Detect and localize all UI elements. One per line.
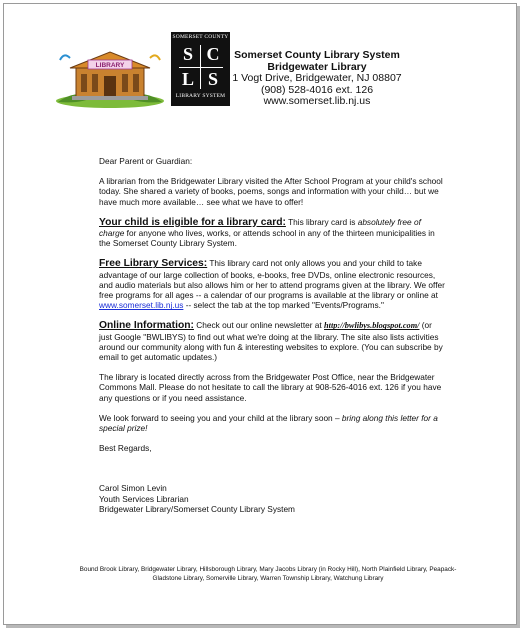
seal-letter-grid	[176, 42, 226, 92]
services-heading: Free Library Services:	[99, 258, 208, 270]
signer-name: Carol Simon Levin	[99, 483, 167, 494]
signer-title: Youth Services Librarian	[99, 493, 189, 504]
regards: Best Regards,	[99, 443, 152, 454]
closing-emphasis: bring along this letter for a special prize!	[99, 412, 438, 434]
seal-letter: C	[206, 44, 220, 64]
location-paragraph: The library is located directly across from the Bridgewater Post Office, near the Bridgewater Commons Mall. Please do not hesitate to call the library at 908-526-4016 ext. 126 if you have any questions or if you need assistance.	[99, 372, 442, 403]
branch-name: Bridgewater Library	[267, 60, 367, 73]
seal-letter: L	[181, 69, 194, 89]
online-paragraph	[99, 320, 445, 362]
online-text-end: (or just Google "BWLIBYS) to find out what we're doing at the library. The site also lists activities around our community along with fun & interesting websites to explore. (You can subscribe by email to get automatic updates.)	[99, 320, 443, 363]
eligibility-heading: Your child is eligible for a library card:	[99, 216, 286, 228]
eligibility-text-end: for anyone who lives, works, or attends school in any of the thirteen municipalities in the Somerset County Library System.	[99, 228, 435, 249]
salutation: Dear Parent or Guardian:	[99, 156, 193, 166]
org-name: Somerset County Library System	[234, 49, 400, 61]
eligibility-emphasis: absolutely free of charge	[99, 216, 421, 239]
services-text-end: -- select the tab at the top marked "Events/Programs."	[183, 300, 384, 311]
blog-link[interactable]: http://bwlibys.blogspot.com/	[324, 321, 420, 331]
seal-letter: S	[207, 69, 218, 89]
seal-bottom-text: LIBRARY SYSTEM	[175, 93, 226, 99]
scls-seal-logo	[171, 32, 230, 106]
seal-letter: S	[182, 44, 193, 64]
library-website-link[interactable]: www.somerset.lib.nj.us	[99, 300, 184, 311]
signature-block	[99, 483, 445, 514]
letter-body	[99, 156, 445, 515]
intro-paragraph: A librarian from the Bridgewater Library visited the After School Program at your child's school today. She shared a variety of books, poems, songs and information with your child… but we have much more available… see what we have to offer!	[99, 176, 443, 207]
phone: (908) 528-4016 ext. 126	[260, 83, 374, 96]
online-heading: Online Information:	[99, 320, 194, 332]
letter-page	[3, 3, 517, 625]
website: www.somerset.lib.nj.us	[263, 95, 371, 107]
eligibility-paragraph	[99, 217, 445, 249]
services-text: This library card not only allows you and your child to take advantage of our large collection of books, e-books, free DVDs, online electronic resources, and audio materials but also allows him or her to attend programs given at the library. We offer free programs for all ages -- a calendar of our programs is available at the library or online at	[99, 258, 445, 301]
closing-text: We look forward to seeing you and your child at the library soon –	[99, 412, 342, 423]
branch-list-footer: Bound Brook Library, Bridgewater Library, Hillsborough Library, Mary Jacobs Library (in Rocky Hill), North Plainfield Library, Peapack-Gladstone Library, Somerville Library, Warren Township Library, Watchung Library	[79, 566, 457, 582]
svg-text:LIBRARY: LIBRARY	[95, 62, 125, 69]
library-building-logo	[54, 46, 166, 108]
online-text: Check out our online newsletter at	[193, 320, 325, 331]
seal-top-text: SOMERSET COUNTY	[172, 34, 229, 40]
services-paragraph	[99, 258, 445, 310]
address: 1 Vogt Drive, Bridgewater, NJ 08807	[232, 72, 402, 84]
eligibility-text: This library card is	[285, 216, 358, 227]
signer-org: Bridgewater Library/Somerset County Library System	[99, 504, 295, 515]
seal-divider	[179, 67, 223, 68]
closing-paragraph	[99, 413, 445, 433]
letterhead	[230, 50, 404, 108]
